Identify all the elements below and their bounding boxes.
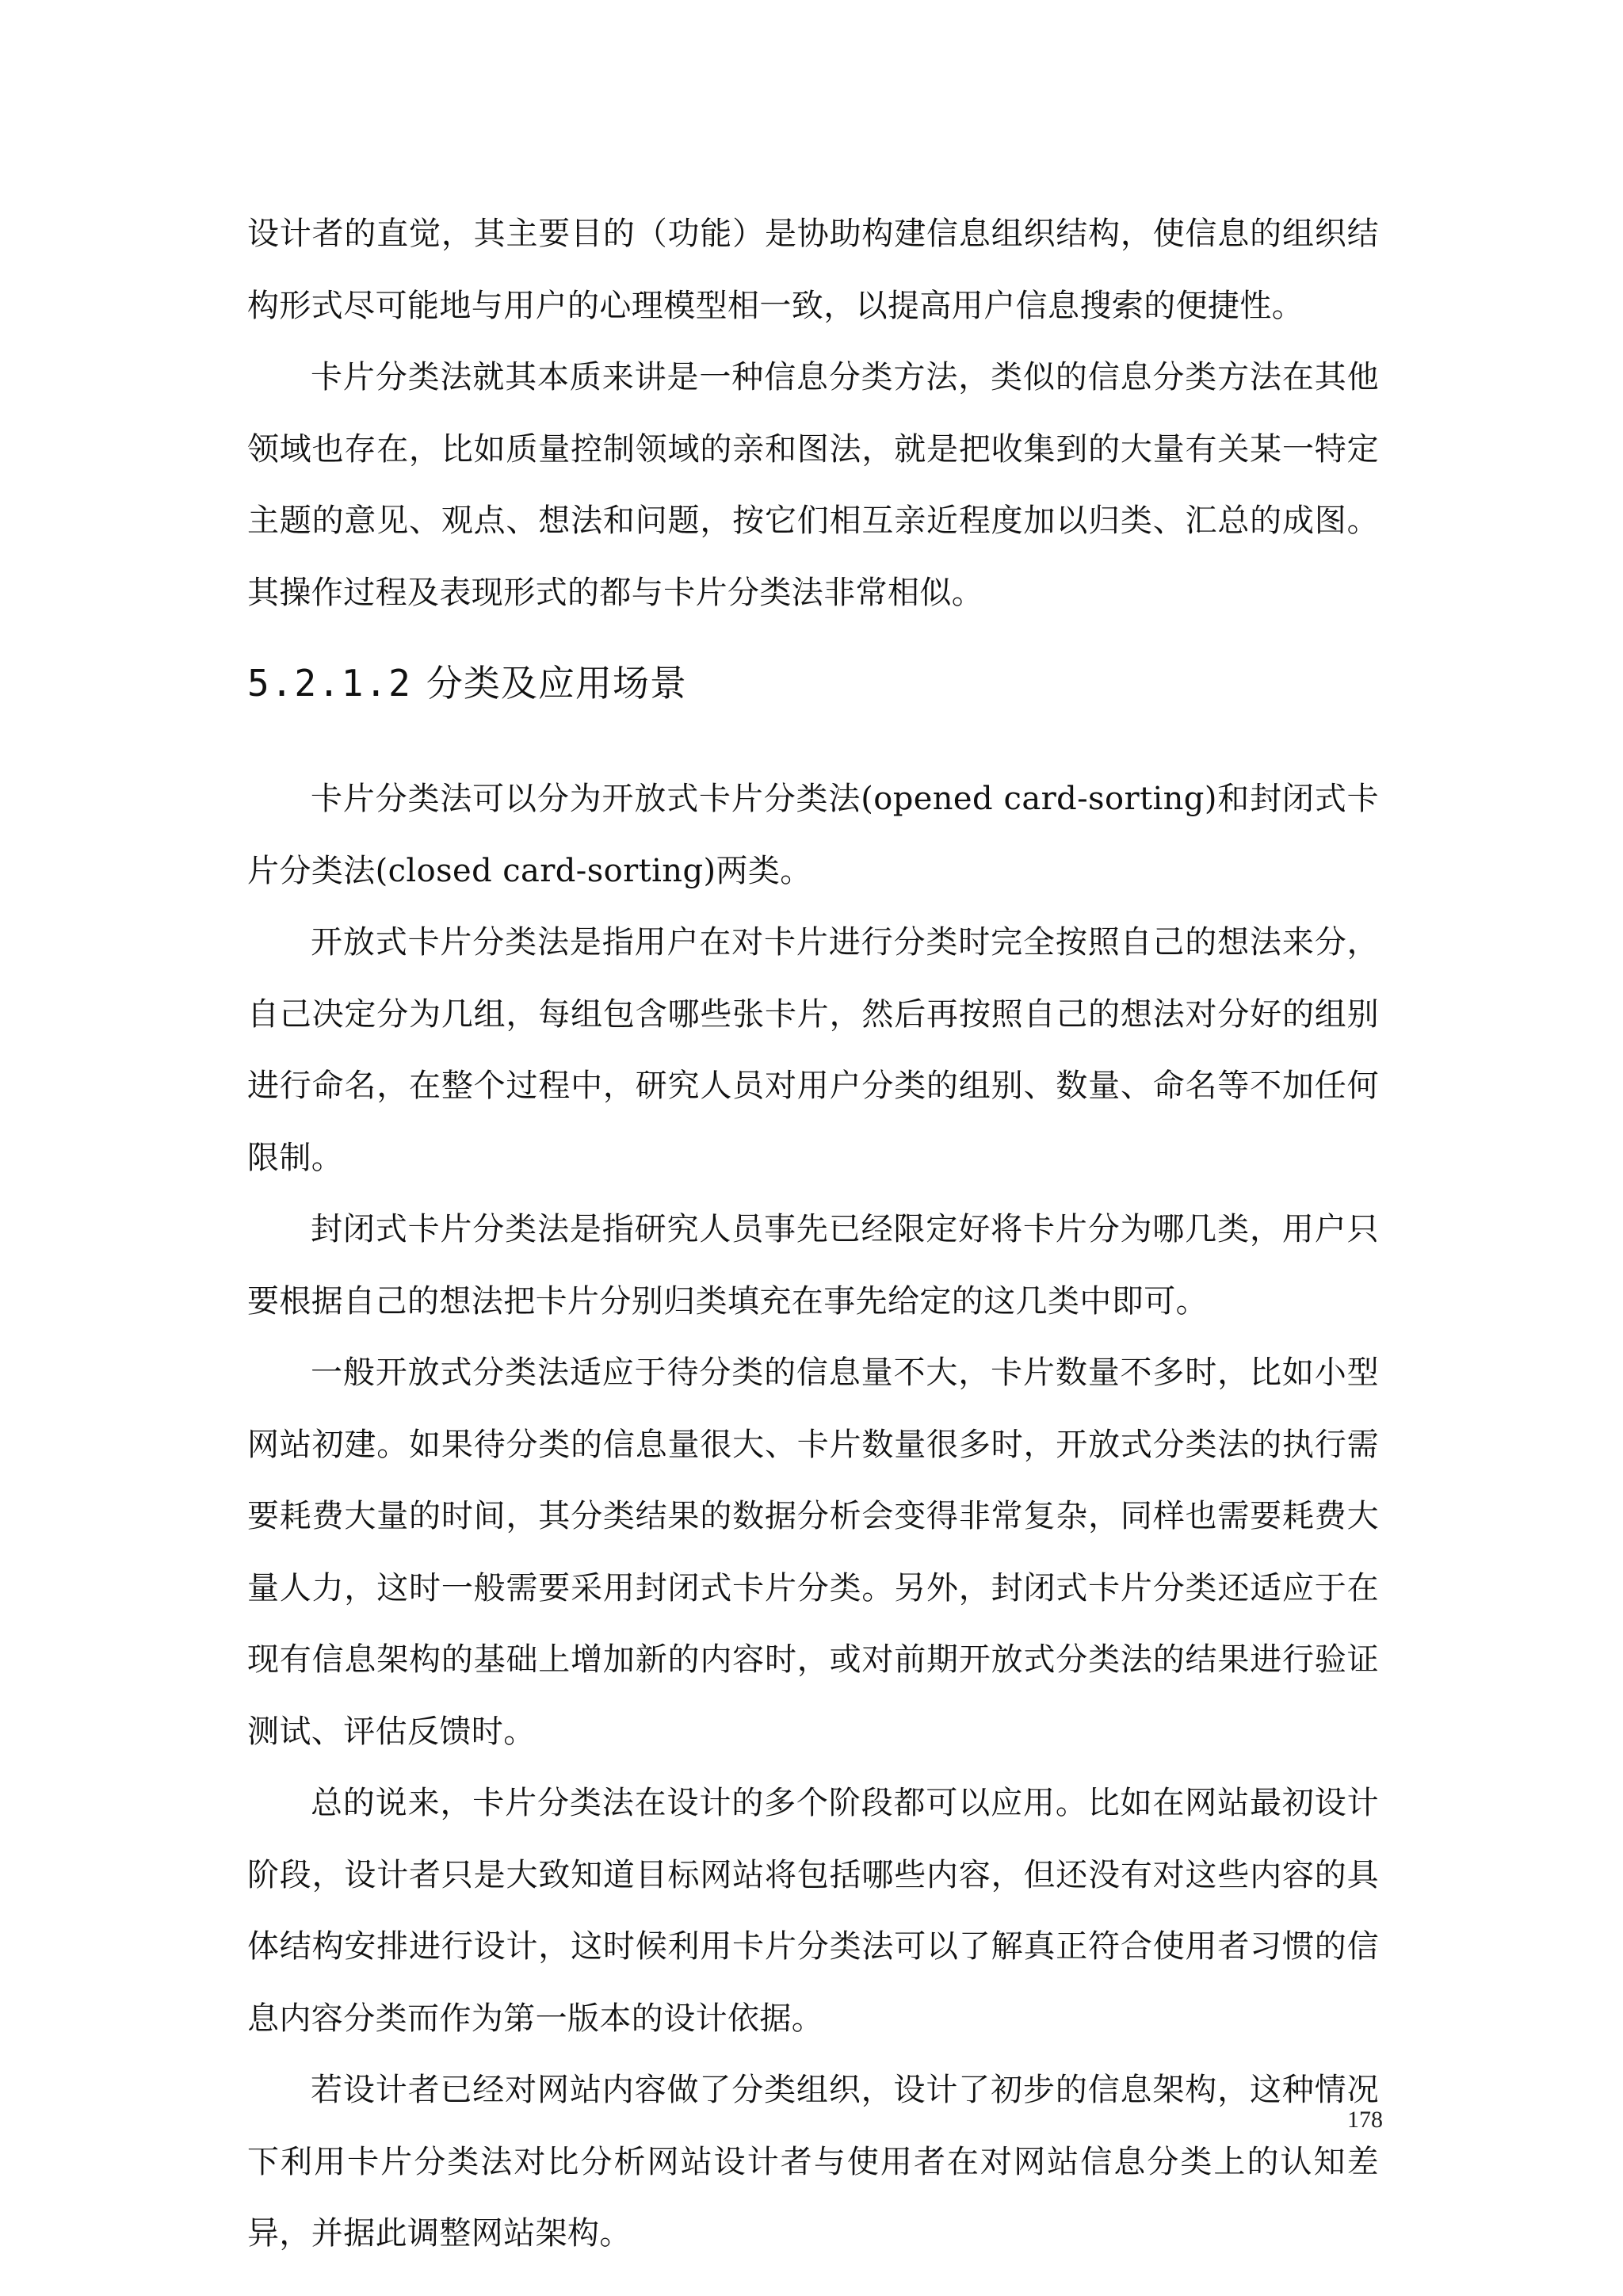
paragraph-adjust-architecture: 若设计者已经对网站内容做了分类组织，设计了初步的信息架构，这种情况下利用卡片分类法对比分析网站设计者与使用者在对网站信息分类上的认知差异，并据此调整网站架构。 <box>247 2072 1379 2252</box>
section-number: 5.2.1.2 <box>247 662 412 705</box>
paragraph-closed-sorting: 封闭式卡片分类法是指研究人员事先已经限定好将卡片分为哪几类，用户只要根据自己的想法把卡片分别归类填充在事先给定的这几类中即可。 <box>247 1211 1379 1320</box>
section-heading <box>247 648 1379 719</box>
paragraph-card-sorting-nature: 卡片分类法就其本质来讲是一种信息分类方法，类似的信息分类方法在其他领域也存在，比如质量控制领域的亲和图法，就是把收集到的大量有关某一特定主题的意见、观点、想法和问题，按它们相互亲近程度加以归类、汇总的成图。其操作过程及表现形式的都与卡片分类法非常相似。 <box>247 359 1379 611</box>
paragraph-applicability: 一般开放式分类法适应于待分类的信息量不大，卡片数量不多时，比如小型网站初建。如果待分类的信息量很大、卡片数量很多时，开放式分类法的执行需要耗费大量的时间，其分类结果的数据分析会变得非常复杂，同样也需要耗费大量人力，这时一般需要采用封闭式卡片分类。另外，封闭式卡片分类还适应于在现有信息架构的基础上增加新的内容时，或对前期开放式分类法的结果进行验证测试、评估反馈时。 <box>247 1354 1379 1750</box>
document-page <box>247 198 1379 2270</box>
section-heading-text <box>247 648 1379 719</box>
section-title: 分类及应用场景 <box>426 662 687 705</box>
paragraph-design-stages: 总的说来，卡片分类法在设计的多个阶段都可以应用。比如在网站最初设计阶段，设计者只是大致知道目标网站将包括哪些内容，但还没有对这些内容的具体结构安排进行设计，这时候利用卡片分类法可以了解真正符合使用者习惯的信息内容分类而作为第一版本的设计依据。 <box>247 1785 1379 2037</box>
paragraph-types: 卡片分类法可以分为开放式卡片分类法(opened card-sorting)和封闭式卡片分类法(closed card-sorting)两类。 <box>247 781 1379 889</box>
paragraph-continued-intro: 设计者的直觉，其主要目的（功能）是协助构建信息组织结构，使信息的组织结构形式尽可能地与用户的心理模型相一致，以提高用户信息搜索的便捷性。 <box>247 216 1379 324</box>
page-number: 178 <box>1347 2107 1383 2133</box>
paragraph-open-sorting: 开放式卡片分类法是指用户在对卡片进行分类时完全按照自己的想法来分，自己决定分为几组，每组包含哪些张卡片，然后再按照自己的想法对分好的组别进行命名，在整个过程中，研究人员对用户分类的组别、数量、命名等不加任何限制。 <box>247 924 1379 1176</box>
